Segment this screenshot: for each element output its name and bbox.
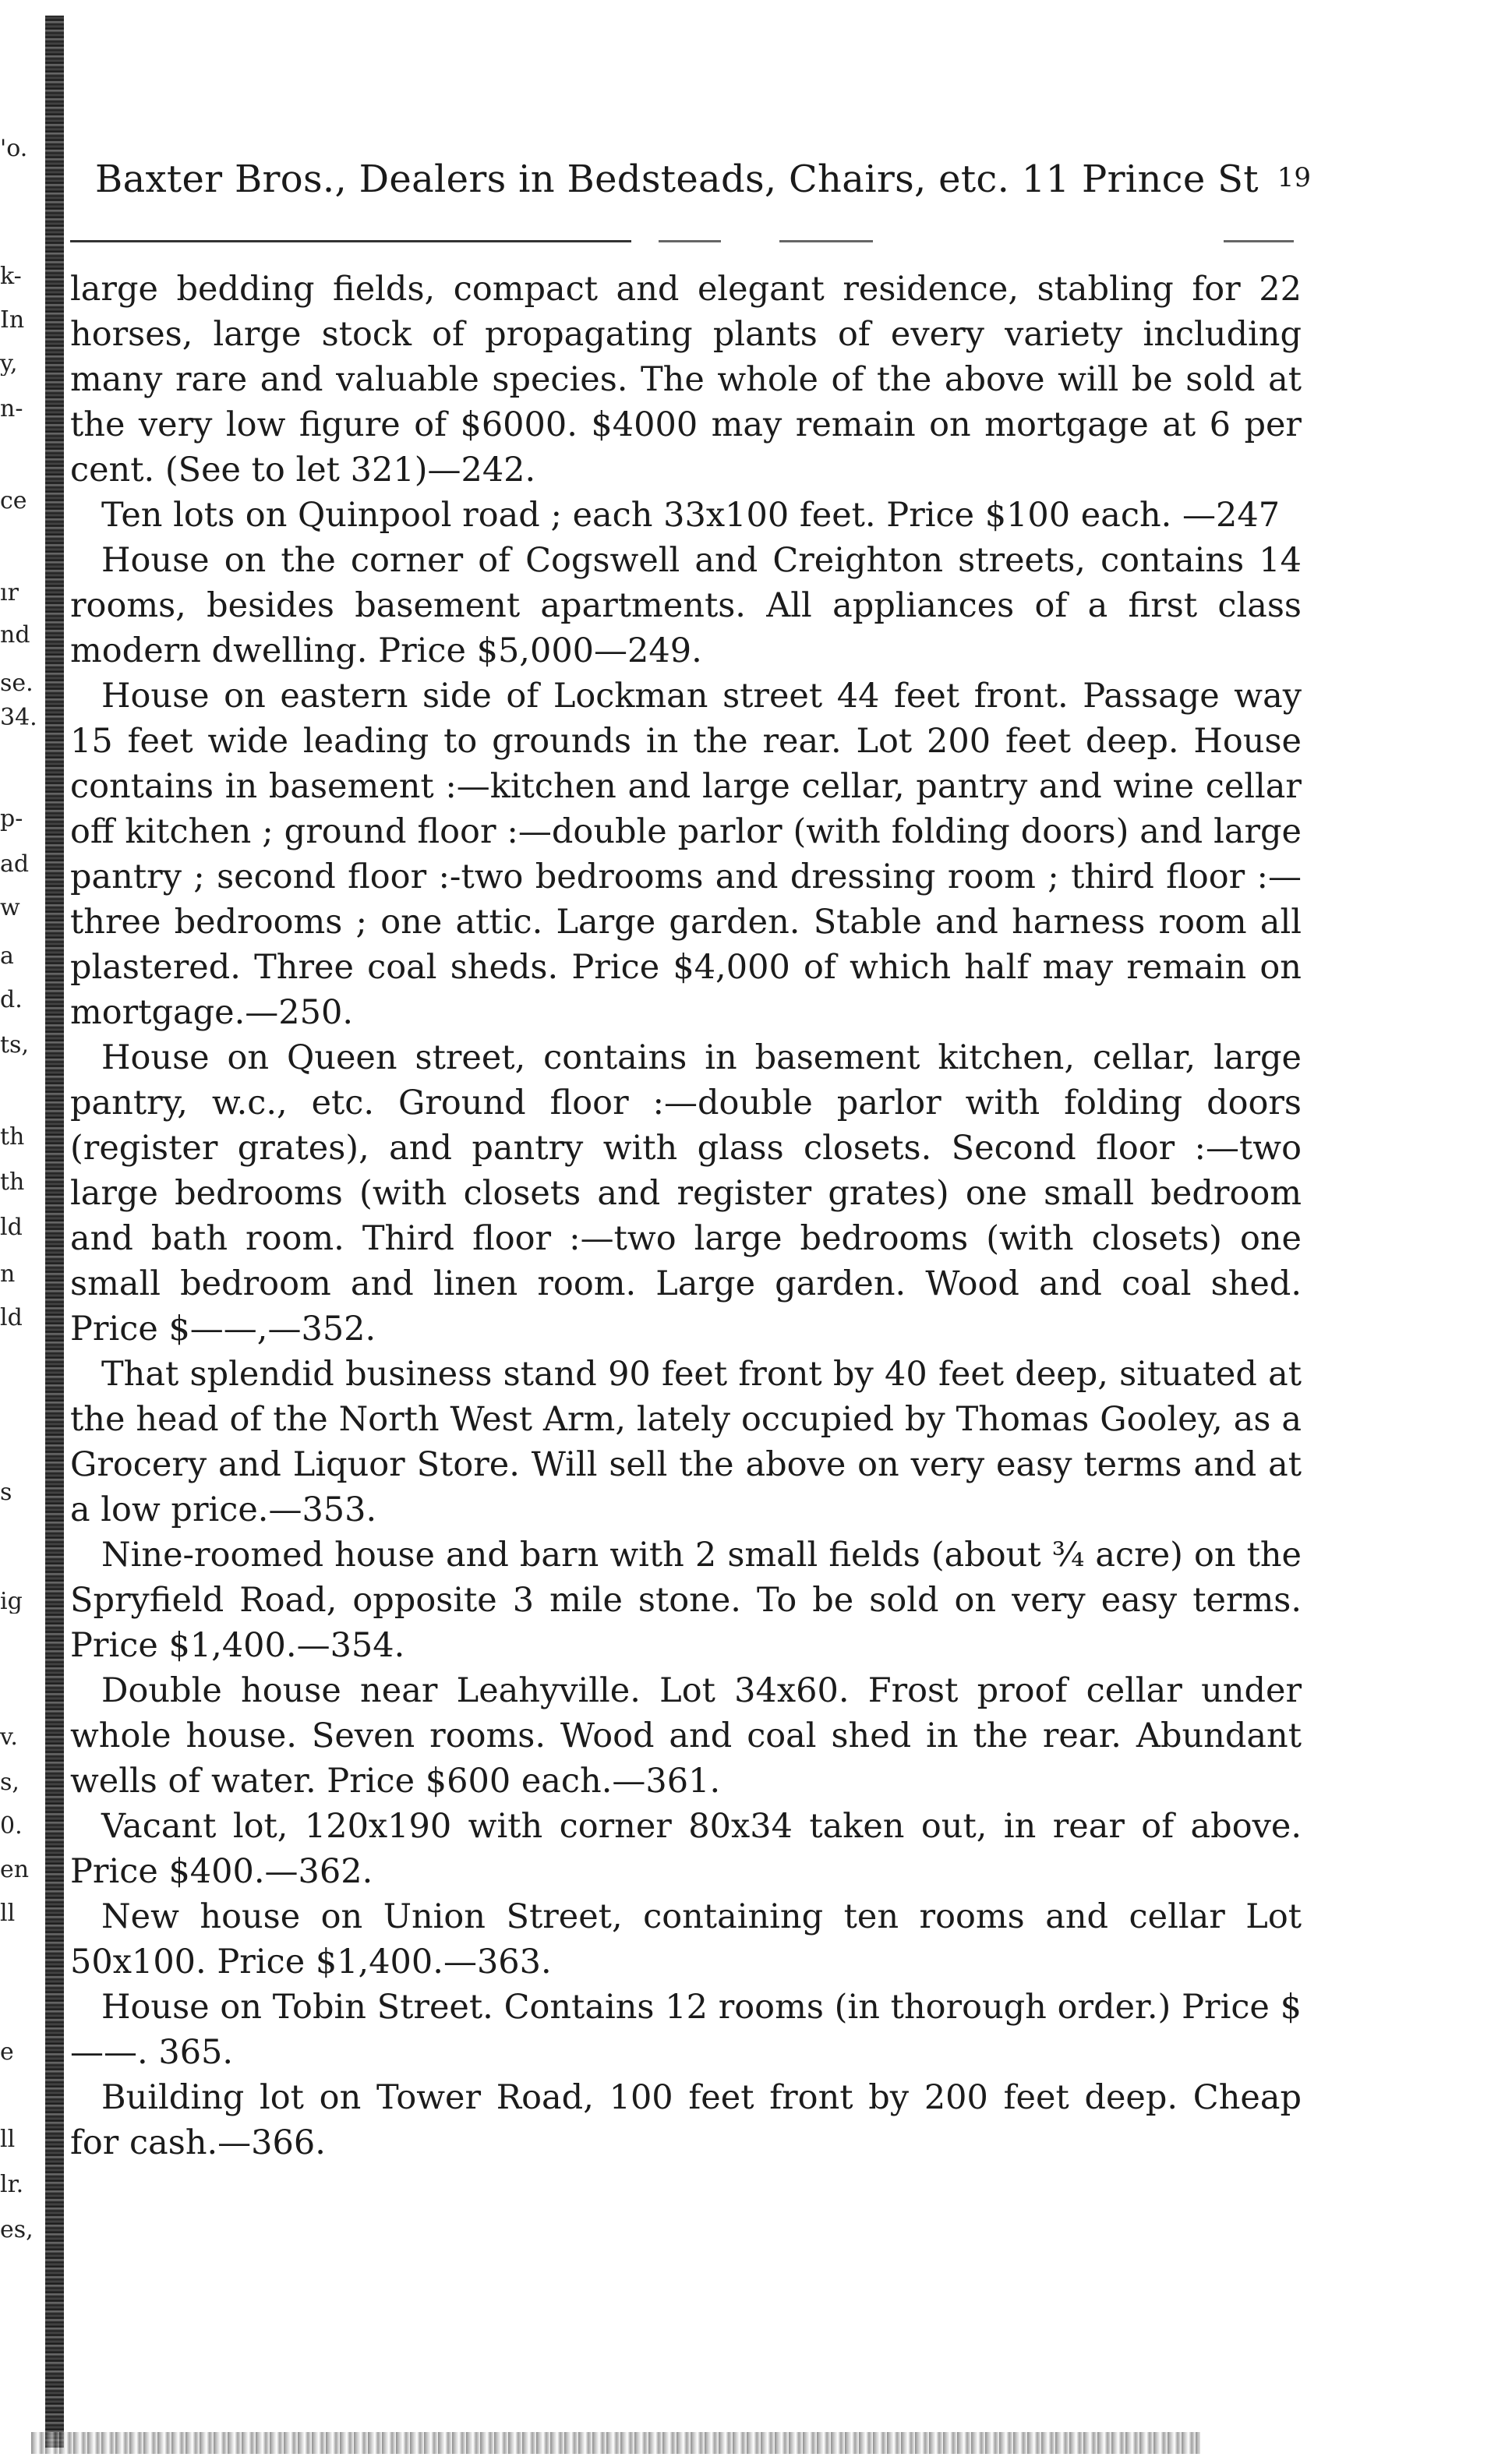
gutter-fragment: es, [0,2218,34,2242]
gutter-fragment: ld [0,1306,23,1330]
gutter-fragment: 0. [0,1815,23,1838]
page-bottom-edge [31,2432,1200,2454]
header-rule-dash [1224,240,1294,242]
listing-entry: Building lot on Tower Road, 100 feet front by 200 feet deep. Cheap for cash.—366. [70,2078,1302,2162]
gutter-fragment: s [0,1481,12,1504]
gutter-fragment: lr. [0,2173,24,2197]
gutter-fragment: ld [0,1216,23,1239]
listing-entry: Vacant lot, 120x190 with corner 80x34 taken out, in rear of above. Price $400.—362. [70,1807,1302,1891]
listing-entry: House on the corner of Cogswell and Creighton streets, contains 14 rooms, besides basement apartments. All appliances of a first class modern dwelling. Price $5,000—249. [70,541,1302,670]
gutter-fragment: ts, [0,1034,29,1057]
listings-column [70,267,1302,2165]
gutter-fragment: n- [0,398,23,421]
gutter-fragment: 'o. [0,137,28,161]
listing-entry: Ten lots on Quinpool road ; each 33x100 feet. Price $100 each. —247 [101,496,1281,535]
gutter-fragment: In [0,309,25,332]
gutter-fragment: se. [0,672,34,695]
gutter-fragment: e [0,2041,14,2064]
gutter-fragment: s, [0,1771,19,1794]
gutter-fragment: ig [0,1590,23,1614]
header-rule [70,240,631,242]
listing-entry: Double house near Leahyville. Lot 34x60. Frost proof cellar under whole house. Seven rooms. Wood and coal shed in the rear. Abundant wells of water. Price $600 each.—361. [70,1671,1302,1801]
gutter-fragment: 34. [0,706,37,730]
gutter-fragment: ll [0,2128,16,2151]
gutter-fragment: nd [0,624,30,647]
gutter-fragment: y, [0,352,18,376]
header-rule-dash [659,240,721,242]
header-title: Baxter Bros., Dealers in Bedsteads, Chairs, etc. 11 Prince St [95,157,1259,201]
listing-entry: Nine-roomed house and barn with 2 small fields (about ¾ acre) on the Spryfield Road, opposite 3 mile stone. To be sold on very easy terms. Price $1,400.—354. [70,1536,1302,1665]
gutter-fragment: th [0,1126,25,1149]
listing-entry: House on eastern side of Lockman street 44 feet front. Passage way 15 feet wide leading to grounds in the rear. Lot 200 feet deep. House contains in basement :—kitchen and large cellar, pantry and wine cellar off kitchen ; ground floor :—double parlor (with folding doors) and large pantry ; second floor :-two bedrooms and dressing room ; third floor :—three bedrooms ; one attic. Large garden. Stable and harness room all plastered. Three coal sheds. Price $4,000 of which half may remain on mortgage.—250. [70,677,1302,1032]
gutter-fragment: k- [0,265,22,288]
listing-entry: House on Tobin Street. Contains 12 rooms (in thorough order.) Price $——. 365. [70,1988,1302,2072]
listing-entry: House on Queen street, contains in basement kitchen, cellar, large pantry, w.c., etc. Ground floor :—double parlor with folding doors (register grates), and pantry with glass closets. Second floor :—two large bedrooms (with closets and register grates) one small bedroom and bath room. Third floor :—two large bedrooms (with closets) one small bedroom and linen room. Large garden. Wood and coal shed. Price $——,—352. [70,1038,1302,1349]
gutter-fragment: ce [0,490,27,513]
listing-entry: That splendid business stand 90 feet front by 40 feet deep, situated at the head of the North West Arm, lately occupied by Thomas Gooley, as a Grocery and Liquor Store. Will sell the above on very easy terms and at a low price.—353. [70,1355,1302,1529]
gutter-fragment: n [0,1263,16,1286]
gutter-fragment: th [0,1171,25,1194]
gutter-fragment: a [0,945,14,968]
page-number: 19 [1277,162,1311,193]
gutter-fragment: p- [0,808,23,831]
gutter-fragment: d. [0,988,23,1012]
running-header [95,148,1311,210]
gutter-fragment: ll [0,1902,16,1925]
binding-strip [45,16,64,2448]
gutter-fragment: ad [0,853,30,876]
listing-entry: New house on Union Street, containing ten rooms and cellar Lot 50x100. Price $1,400.—363. [70,1897,1302,1981]
listing-entry: large bedding fields, compact and elegant residence, stabling for 22 horses, large stock of propagating plants of every variety including many rare and valuable species. The whole of the above will be sold at the very low figure of $6000. $4000 may remain on mortgage at 6 per cent. (See to let 321)—242. [70,270,1302,490]
gutter-fragment: ır [0,582,19,605]
header-rule-dash [779,240,873,242]
gutter-fragment: en [0,1858,30,1882]
gutter-fragment: w [0,896,20,920]
gutter-fragment: v. [0,1726,18,1749]
